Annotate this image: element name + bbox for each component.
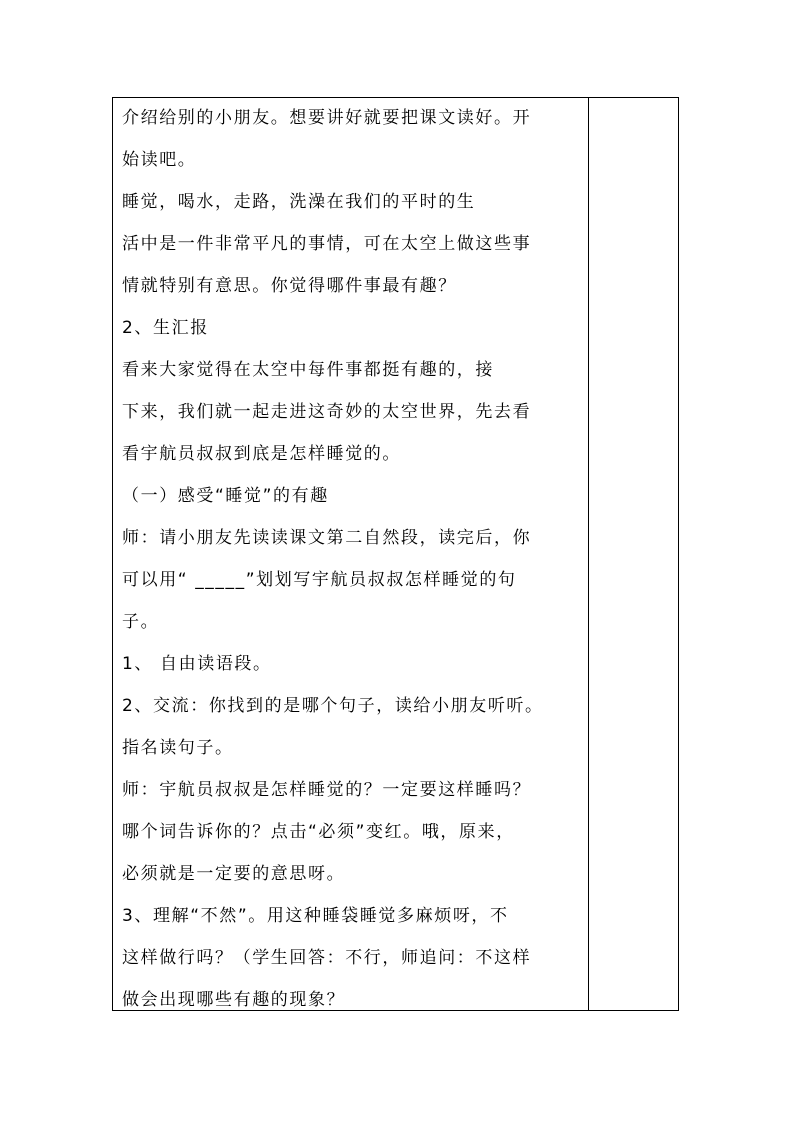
text-line: 睡觉，喝水，走路，洗澡在我们的平时的生 <box>122 192 476 212</box>
text-line: 看宇航员叔叔到底是怎样睡觉的。 <box>122 444 401 464</box>
text-line: 子。 <box>122 612 160 632</box>
text-line: 这样做行吗？（学生回答：不行，师追问：不这样 <box>122 948 532 968</box>
text-line: 必须就是一定要的意思呀。 <box>122 864 346 884</box>
text-line: 师：请小朋友先读读课文第二自然段，读完后，你 <box>122 528 532 548</box>
text-line: 下来，我们就一起走进这奇妙的太空世界，先去看 <box>122 402 532 422</box>
text-line: 看来大家觉得在太空中每件事都挺有趣的，接 <box>122 360 494 380</box>
lesson-table <box>112 97 679 1011</box>
text-line: 可以用“ _____”划划写宇航员叔叔怎样睡觉的句 <box>122 570 517 590</box>
text-line: 1、 自由读语段。 <box>122 654 272 674</box>
lesson-content-cell <box>113 98 588 1010</box>
text-line: 始读吧。 <box>122 150 197 170</box>
text-line: 3、理解“不然”。用这种睡袋睡觉多麻烦呀，不 <box>122 906 509 926</box>
section-heading: （一）感受“睡觉”的有趣 <box>122 486 329 506</box>
text-line: 师：宇航员叔叔是怎样睡觉的？一定要这样睡吗？ <box>122 780 532 800</box>
text-line: 2、生汇报 <box>122 318 209 338</box>
text-line: 情就特别有意思。你觉得哪件事最有趣？ <box>122 276 457 296</box>
text-line: 介绍给别的小朋友。想要讲好就要把课文读好。开 <box>122 108 532 128</box>
notes-cell <box>589 98 678 1010</box>
text-line: 做会出现哪些有趣的现象？ <box>122 990 346 1010</box>
text-line: 指名读句子。 <box>122 738 234 758</box>
text-line: 活中是一件非常平凡的事情，可在太空上做这些事 <box>122 234 532 254</box>
text-line: 2、交流：你找到的是哪个句子，读给小朋友听听。 <box>122 696 544 716</box>
text-line: 哪个词告诉你的？点击“必须”变红。哦，原来， <box>122 822 515 842</box>
